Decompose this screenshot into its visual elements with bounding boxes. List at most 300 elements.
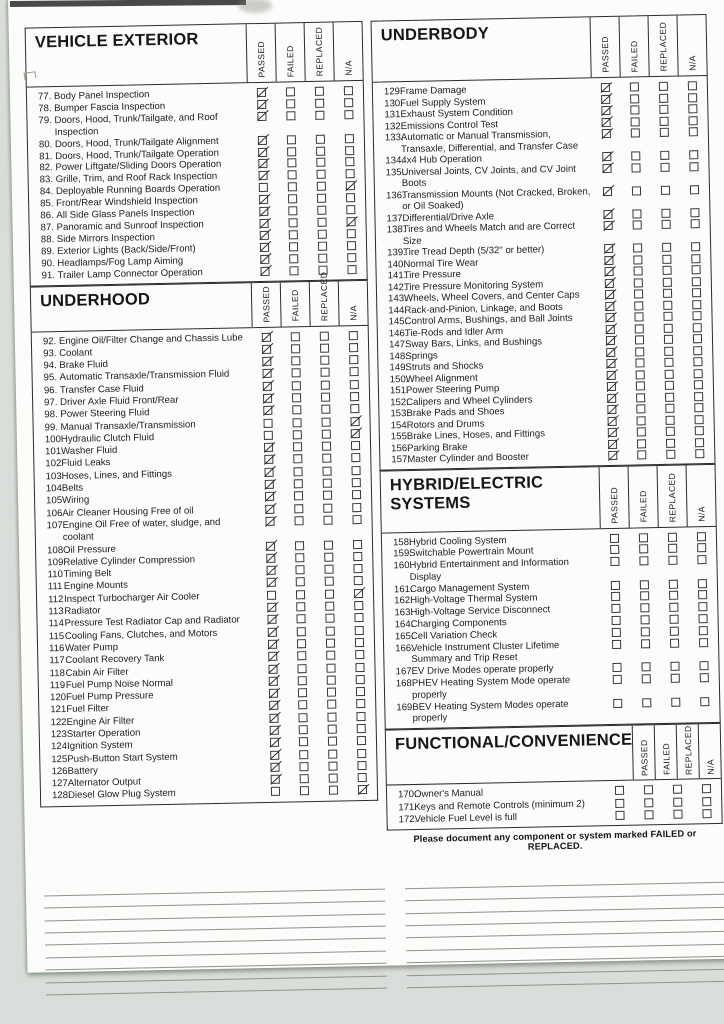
item-117-checkbox-na bbox=[355, 650, 364, 659]
item-78-checkbox-passed bbox=[257, 100, 266, 109]
item-144-checkbox-na bbox=[692, 300, 701, 309]
checkmark-icon bbox=[260, 241, 272, 252]
cell-na bbox=[341, 428, 370, 439]
item-136-checkbox-passed bbox=[603, 186, 612, 195]
cell-replaced bbox=[659, 578, 688, 589]
item-label: Cooling Fans, Clutches, and Motors bbox=[64, 627, 218, 642]
cell-replaced bbox=[659, 614, 688, 625]
checkmark-icon bbox=[604, 266, 616, 277]
item-112-checkbox-replaced bbox=[325, 589, 334, 598]
item-135-checkbox-failed bbox=[631, 163, 640, 172]
cell-na bbox=[336, 216, 365, 227]
item-150-checkbox-failed bbox=[636, 370, 645, 379]
item-153-checkbox-replaced bbox=[665, 404, 674, 413]
item-115-checkbox-passed bbox=[268, 627, 277, 636]
checkmark-icon bbox=[267, 626, 279, 637]
cell-na bbox=[345, 649, 374, 660]
cell-failed bbox=[289, 749, 318, 760]
item-checkboxes bbox=[254, 465, 370, 477]
cell-na bbox=[336, 192, 365, 203]
paper-sheet bbox=[8, 0, 724, 973]
column-header-replaced bbox=[309, 271, 339, 326]
cell-passed bbox=[603, 697, 632, 708]
item-label: Radiator bbox=[64, 605, 101, 618]
column-header-label-passed: PASSED bbox=[608, 486, 620, 524]
cell-failed bbox=[287, 638, 316, 649]
cell-passed bbox=[252, 368, 281, 379]
item-104-checkbox-na bbox=[352, 478, 361, 487]
cell-na bbox=[343, 563, 372, 574]
item-number: 135. bbox=[385, 166, 405, 178]
item-label: Master Cylinder and Booster bbox=[407, 451, 530, 466]
cell-replaced bbox=[311, 379, 340, 390]
item-label: Coolant Recovery Tank bbox=[65, 653, 165, 667]
item-number: 95. bbox=[43, 372, 58, 384]
item-153-checkbox-failed bbox=[636, 404, 645, 413]
cell-na bbox=[684, 367, 713, 378]
section-header-vehicle-exterior bbox=[25, 21, 364, 88]
item-number: 156. bbox=[391, 442, 410, 454]
cell-passed bbox=[601, 591, 630, 602]
item-132-checkbox-failed bbox=[631, 117, 640, 126]
cell-failed bbox=[282, 380, 311, 391]
item-120-checkbox-passed bbox=[269, 689, 278, 698]
item-checkboxes bbox=[255, 501, 371, 513]
item-103-checkbox-passed bbox=[264, 468, 273, 477]
item-checkboxes bbox=[258, 661, 374, 673]
item-checkboxes bbox=[255, 514, 371, 526]
item-109-checkbox-replaced bbox=[324, 552, 333, 561]
cell-failed bbox=[625, 334, 654, 345]
cell-passed bbox=[592, 162, 621, 173]
item-169-checkbox-replaced bbox=[671, 697, 680, 706]
cell-na bbox=[344, 575, 373, 586]
item-134-checkbox-passed bbox=[602, 152, 611, 161]
cell-passed bbox=[249, 170, 278, 181]
item-label: BEV Heating System Modes operate properly bbox=[412, 698, 569, 725]
item-135-checkbox-na bbox=[689, 162, 698, 171]
item-89-checkbox-na bbox=[347, 241, 356, 250]
item-label: Automatic or Manual Transmission, Transaxle, Differential, and Transfer Case bbox=[400, 129, 579, 155]
item-170-checkbox-passed bbox=[615, 786, 624, 795]
item-122-checkbox-failed bbox=[298, 713, 307, 722]
cell-replaced bbox=[314, 539, 343, 550]
item-checkboxes bbox=[249, 180, 365, 192]
checkmark-icon bbox=[354, 587, 366, 598]
cell-replaced bbox=[316, 637, 345, 648]
cell-failed bbox=[634, 784, 663, 795]
cell-failed bbox=[623, 242, 652, 253]
item-checkboxes bbox=[597, 367, 713, 379]
item-label: Side Mirrors Inspection bbox=[56, 231, 156, 245]
notes-lines-right bbox=[404, 870, 724, 988]
item-126-checkbox-na bbox=[357, 761, 366, 770]
cell-passed bbox=[257, 614, 286, 625]
item-86-checkbox-replaced bbox=[317, 206, 326, 215]
item-label: Hybrid Entertainment and Information Display bbox=[409, 556, 570, 583]
cell-na bbox=[689, 660, 718, 671]
checkmark-icon bbox=[262, 356, 274, 367]
cell-na bbox=[347, 760, 376, 771]
item-number: 171. bbox=[398, 801, 418, 813]
column-header-label-passed: PASSED bbox=[260, 285, 272, 323]
item-155-checkbox-replaced bbox=[666, 427, 675, 436]
item-154-checkbox-passed bbox=[608, 416, 617, 425]
item-160-checkbox-failed bbox=[639, 556, 648, 565]
item-85-checkbox-replaced bbox=[317, 194, 326, 203]
checkmark-icon bbox=[358, 784, 370, 795]
item-checkboxes bbox=[597, 390, 713, 402]
item-label: Hydraulic Clutch Fluid bbox=[60, 432, 155, 445]
cell-replaced bbox=[658, 531, 687, 542]
cell-na bbox=[345, 637, 374, 648]
checkmark-icon bbox=[259, 229, 271, 240]
item-166-checkbox-na bbox=[699, 638, 708, 647]
cell-failed bbox=[621, 150, 650, 161]
item-label: Wheel Alignment bbox=[405, 372, 478, 385]
item-91-checkbox-na bbox=[347, 265, 356, 274]
item-91-checkbox-passed bbox=[260, 266, 269, 275]
column-header-label-replaced: REPLACED bbox=[666, 472, 678, 523]
checkmark-icon bbox=[607, 381, 619, 392]
checkmark-icon bbox=[258, 158, 270, 169]
cell-failed bbox=[279, 229, 308, 240]
item-checkboxes bbox=[260, 735, 376, 747]
cell-na bbox=[692, 783, 721, 794]
column-header-na bbox=[686, 464, 716, 526]
item-number: 150. bbox=[389, 373, 409, 385]
item-112-checkbox-passed bbox=[267, 590, 276, 599]
cell-passed bbox=[259, 712, 288, 723]
item-checkboxes bbox=[252, 354, 368, 366]
item-number: 142. bbox=[387, 281, 407, 293]
item-number: 100 bbox=[44, 433, 61, 446]
column-header-failed bbox=[275, 23, 305, 82]
checkmark-icon bbox=[259, 206, 271, 217]
cell-replaced bbox=[317, 674, 346, 685]
item-number: 91. bbox=[41, 269, 56, 281]
item-141-checkbox-passed bbox=[605, 267, 614, 276]
item-152-checkbox-failed bbox=[636, 393, 645, 402]
item-122-checkbox-replaced bbox=[327, 712, 336, 721]
footer-note: Please document any component or system marked FAILED or REPLACED. bbox=[413, 828, 697, 853]
checkmark-icon bbox=[260, 265, 272, 276]
item-99-checkbox-failed bbox=[292, 418, 301, 427]
item-148-checkbox-passed bbox=[606, 347, 615, 356]
checkmark-icon bbox=[608, 438, 620, 449]
item-number: 125 bbox=[51, 753, 68, 765]
cell-passed bbox=[257, 577, 286, 588]
item-151-checkbox-failed bbox=[636, 381, 645, 390]
cell-replaced bbox=[650, 150, 679, 161]
column-header-replaced bbox=[647, 16, 677, 77]
item-label: Brake Lines, Hoses, and Fittings bbox=[406, 428, 546, 443]
cell-na bbox=[680, 206, 709, 217]
item-checkboxes bbox=[260, 760, 376, 772]
item-102-checkbox-na bbox=[351, 453, 360, 462]
item-label: Fuel Filter bbox=[66, 703, 110, 716]
item-81-checkbox-failed bbox=[287, 147, 296, 156]
column-header-replaced bbox=[657, 465, 687, 527]
item-checkboxes bbox=[596, 321, 712, 333]
item-148-checkbox-na bbox=[693, 346, 702, 355]
cell-passed bbox=[602, 627, 631, 638]
cell-na bbox=[690, 696, 719, 707]
item-label: Automatic Transaxle/Transmission Fluid bbox=[59, 369, 230, 384]
cell-passed bbox=[602, 638, 631, 649]
cell-passed bbox=[594, 254, 623, 265]
item-label: Hoses, Lines, and Fittings bbox=[61, 468, 173, 482]
cell-failed bbox=[631, 638, 660, 649]
column-header-label-failed: FAILED bbox=[628, 40, 640, 73]
item-102-checkbox-passed bbox=[264, 455, 273, 464]
cell-replaced bbox=[654, 357, 683, 368]
cell-failed bbox=[290, 773, 319, 784]
item-157-checkbox-passed bbox=[608, 451, 617, 460]
item-166-checkbox-passed bbox=[612, 639, 621, 648]
cell-na bbox=[692, 796, 721, 807]
item-163-checkbox-replaced bbox=[669, 603, 678, 612]
cell-replaced bbox=[315, 588, 344, 599]
item-102-checkbox-replaced bbox=[322, 454, 331, 463]
item-143-checkbox-failed bbox=[634, 289, 643, 298]
item-label: Engine Mounts bbox=[63, 580, 128, 593]
item-checkboxes bbox=[250, 252, 366, 264]
cell-na bbox=[680, 183, 709, 194]
item-149-checkbox-failed bbox=[635, 358, 644, 367]
cell-failed bbox=[627, 449, 656, 460]
checkmark-icon bbox=[266, 540, 278, 551]
cell-na bbox=[337, 228, 366, 239]
item-124-checkbox-na bbox=[357, 736, 366, 745]
item-166-checkbox-replaced bbox=[670, 638, 679, 647]
item-label: Exhaust System Condition bbox=[400, 106, 514, 121]
item-160-checkbox-na bbox=[697, 555, 706, 564]
cell-replaced bbox=[660, 625, 689, 636]
item-144-checkbox-replaced bbox=[663, 300, 672, 309]
item-checkboxes bbox=[592, 160, 708, 172]
cell-replaced bbox=[315, 576, 344, 587]
checkmark-icon bbox=[267, 614, 279, 625]
column-header-label-replaced: REPLACED bbox=[682, 725, 694, 775]
cell-passed bbox=[250, 265, 279, 276]
item-label: Struts and Shocks bbox=[405, 360, 484, 374]
item-144-checkbox-failed bbox=[634, 301, 643, 310]
cell-failed bbox=[629, 532, 658, 543]
item-159-checkbox-replaced bbox=[668, 544, 677, 553]
cell-replaced bbox=[649, 104, 678, 115]
cell-na bbox=[340, 415, 369, 426]
item-label: Brake Fluid bbox=[59, 359, 109, 372]
item-131-checkbox-passed bbox=[601, 106, 610, 115]
item-157-checkbox-failed bbox=[637, 450, 646, 459]
item-149-checkbox-na bbox=[693, 357, 702, 366]
item-number: 77. bbox=[37, 91, 52, 103]
cell-replaced bbox=[314, 564, 343, 575]
item-115-checkbox-replaced bbox=[326, 626, 335, 635]
cell-na bbox=[341, 452, 370, 463]
item-number: 132. bbox=[384, 120, 404, 132]
item-137-checkbox-na bbox=[690, 208, 699, 217]
checkmark-icon bbox=[603, 208, 615, 219]
column-header-failed bbox=[618, 16, 648, 77]
item-170-checkbox-failed bbox=[644, 785, 653, 794]
cell-failed bbox=[632, 697, 661, 708]
item-87-checkbox-passed bbox=[259, 219, 268, 228]
cell-failed bbox=[624, 300, 653, 311]
item-113-checkbox-failed bbox=[296, 602, 305, 611]
cell-replaced bbox=[653, 276, 682, 287]
item-172-checkbox-passed bbox=[615, 811, 624, 820]
cell-replaced bbox=[306, 133, 335, 144]
item-83-checkbox-failed bbox=[288, 171, 297, 180]
item-checkboxes bbox=[593, 206, 709, 218]
item-number: 85. bbox=[40, 198, 54, 210]
item-88-checkbox-na bbox=[347, 229, 356, 238]
item-label: Headlamps/Fog Lamp Aiming bbox=[57, 255, 184, 269]
cell-failed bbox=[276, 110, 305, 121]
section-title-hybrid-electric: HYBRID/ELECTRIC SYSTEMS bbox=[389, 472, 544, 513]
item-label: Emissions Control Test bbox=[400, 118, 499, 132]
cell-passed bbox=[261, 774, 290, 785]
item-number: 82. bbox=[39, 162, 53, 174]
cell-replaced bbox=[318, 723, 347, 734]
checkmark-icon bbox=[265, 515, 277, 526]
item-171-checkbox-failed bbox=[644, 798, 653, 807]
cell-passed bbox=[256, 552, 285, 563]
cell-failed bbox=[278, 181, 307, 192]
cell-failed bbox=[625, 346, 654, 357]
cell-passed bbox=[595, 300, 624, 311]
cell-replaced bbox=[316, 625, 345, 636]
item-114-checkbox-replaced bbox=[325, 614, 334, 623]
cell-failed bbox=[290, 785, 319, 796]
checkmark-icon bbox=[262, 343, 274, 354]
cell-na bbox=[682, 310, 711, 321]
item-label: PHEV Heating System Mode operate properly bbox=[411, 674, 571, 701]
item-152-checkbox-na bbox=[694, 392, 703, 401]
item-label: EV Drive Modes operate properly bbox=[411, 663, 554, 678]
cell-na bbox=[342, 501, 371, 512]
item-130-checkbox-passed bbox=[601, 94, 610, 103]
cell-passed bbox=[258, 663, 287, 674]
item-checkboxes bbox=[603, 696, 719, 708]
item-checkboxes bbox=[252, 342, 368, 354]
item-number: 141. bbox=[387, 270, 407, 282]
section-title-underbody: UNDERBODY bbox=[380, 24, 490, 45]
cell-na bbox=[342, 489, 371, 500]
checkmark-icon bbox=[604, 254, 616, 265]
cell-failed bbox=[626, 415, 655, 426]
cell-failed bbox=[288, 712, 317, 723]
item-checkboxes bbox=[249, 192, 365, 204]
cell-passed bbox=[600, 556, 629, 567]
cell-na bbox=[689, 625, 718, 636]
cell-na bbox=[683, 333, 712, 344]
column-header-label-replaced: REPLACED bbox=[318, 271, 330, 322]
cell-failed bbox=[284, 503, 313, 514]
item-number: 165. bbox=[394, 630, 414, 643]
item-158-checkbox-replaced bbox=[668, 532, 677, 541]
item-label: Tire Tread Depth (5/32" or better) bbox=[403, 244, 545, 259]
item-130-checkbox-na bbox=[688, 93, 697, 102]
cell-replaced bbox=[650, 127, 679, 138]
item-number: 144. bbox=[388, 304, 408, 316]
item-number: 128 bbox=[51, 790, 69, 802]
item-number: 104 bbox=[45, 483, 62, 495]
cell-na bbox=[344, 588, 373, 599]
cell-failed bbox=[625, 323, 654, 334]
cell-passed bbox=[250, 241, 279, 252]
item-number: 93. bbox=[43, 347, 57, 360]
column-header-passed bbox=[599, 466, 629, 528]
item-101-checkbox-na bbox=[351, 441, 360, 450]
checkmark-icon bbox=[350, 415, 362, 426]
item-number: 151. bbox=[389, 385, 409, 397]
item-114-checkbox-passed bbox=[267, 615, 276, 624]
item-163-checkbox-passed bbox=[611, 604, 620, 613]
item-168-checkbox-replaced bbox=[671, 674, 680, 683]
item-97-checkbox-passed bbox=[263, 394, 272, 403]
cell-passed bbox=[258, 626, 287, 637]
cell-replaced bbox=[652, 253, 681, 264]
item-92-checkbox-na bbox=[349, 331, 358, 340]
checkmark-icon bbox=[605, 323, 617, 334]
item-103-checkbox-na bbox=[351, 466, 360, 475]
item-110-checkbox-failed bbox=[295, 565, 304, 574]
item-checkboxes bbox=[597, 402, 713, 414]
cell-passed bbox=[596, 323, 625, 334]
cell-na bbox=[688, 578, 717, 589]
item-98-checkbox-replaced bbox=[321, 405, 330, 414]
item-label: Water Pump bbox=[64, 641, 119, 654]
item-checkboxes bbox=[592, 126, 708, 138]
cell-na bbox=[685, 436, 714, 447]
item-checkboxes bbox=[250, 240, 366, 252]
item-169-checkbox-failed bbox=[642, 698, 651, 707]
item-98-checkbox-failed bbox=[292, 405, 301, 414]
item-164-checkbox-failed bbox=[641, 615, 650, 624]
item-145-checkbox-replaced bbox=[663, 312, 672, 321]
cell-replaced bbox=[307, 193, 336, 204]
cell-passed bbox=[260, 737, 289, 748]
item-number: 120 bbox=[49, 692, 67, 704]
cell-passed bbox=[249, 218, 278, 229]
cell-passed bbox=[260, 749, 289, 760]
column-header-label-failed: FAILED bbox=[660, 743, 672, 776]
item-label: Switchable Powertrain Mount bbox=[409, 545, 534, 560]
item-checkboxes bbox=[252, 366, 368, 378]
cell-replaced bbox=[310, 355, 339, 366]
cell-replaced bbox=[652, 265, 681, 276]
cell-replaced bbox=[655, 368, 684, 379]
cell-failed bbox=[278, 217, 307, 228]
cell-na bbox=[335, 144, 364, 155]
item-97-checkbox-replaced bbox=[321, 393, 330, 402]
cell-na bbox=[336, 180, 365, 191]
cell-replaced bbox=[651, 184, 680, 195]
item-checkboxes bbox=[257, 575, 373, 587]
cell-failed bbox=[276, 86, 305, 97]
cell-failed bbox=[621, 162, 650, 173]
item-165-checkbox-passed bbox=[612, 628, 621, 637]
item-checkboxes bbox=[593, 183, 709, 195]
item-81-checkbox-na bbox=[345, 146, 354, 155]
cell-failed bbox=[282, 392, 311, 403]
column-header-passed bbox=[590, 17, 620, 78]
cell-failed bbox=[624, 288, 653, 299]
right-column-sections bbox=[371, 14, 723, 831]
